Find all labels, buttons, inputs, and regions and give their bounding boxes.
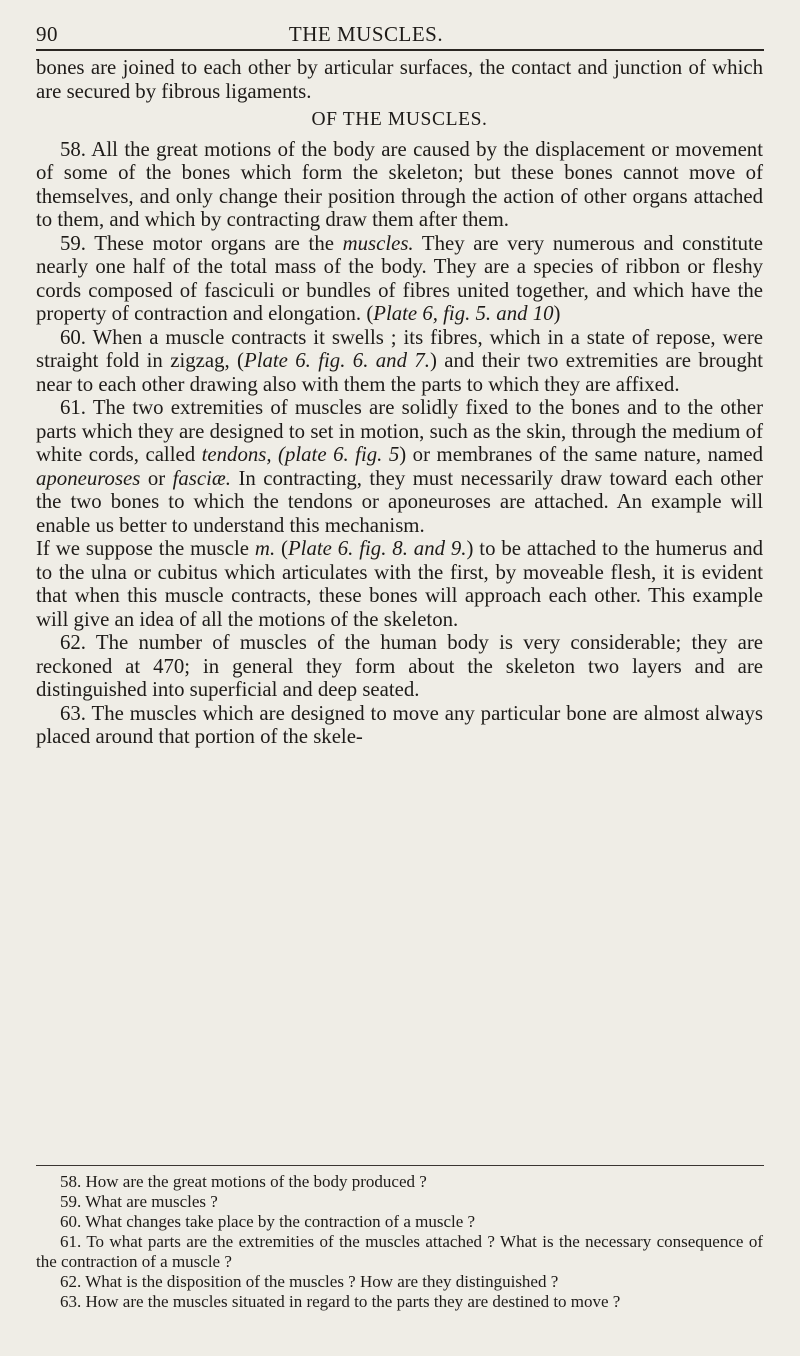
paragraph-61: 61. The two extremities of muscles are solidly fixed to the bones and to the other parts which they are designed to set in motion, such as the skin, through the medium of white cords, called tendons, (plate 6. fig. 5) or membranes of the same nature, named aponeuroses or fasciæ. In contracting, they must necessarily draw toward each other the two bones to which the tendons or aponeuroses are attached. An example will enable us better to understand this mechanism. [36,396,763,537]
footnote-item: 60. What changes take place by the contraction of a muscle ? [60,1212,476,1231]
section-heading: OF THE MUSCLES. [311,109,488,130]
running-header [36,22,764,50]
intro-paragraph: bones are joined to each other by articular surfaces, the contact and junction of which are secured by fibrous ligaments. [36,56,763,103]
footnote-questions [36,1172,763,1312]
header-rule [36,49,764,51]
footnote-item: 63. How are the muscles situated in regard to the parts they are destined to move ? [60,1292,621,1311]
paragraph-61-example: If we suppose the muscle m. (Plate 6. fig. 8. and 9.) to be attached to the humerus and to the ulna or cubitus which articulates with the first, by moveable flesh, it is evident that when this muscle contracts, these bones will approach each other. This example will give an idea of all the motions of the skeleton. [36,537,763,631]
paragraph-60: 60. When a muscle contracts it swells ; its fibres, which in a state of repose, were straight fold in zigzag, (Plate 6. fig. 6. and 7.) and their two extremities are brought near to each other drawing also with them the parts to which they are affixed. [36,325,764,396]
page-number: 90 [36,22,58,46]
footnote-rule [36,1165,764,1166]
paragraph-58: 58. All the great motions of the body are caused by the displacement or movement of some of the bones which form the skeleton; but these bones cannot move of themselves, and only change their position through the action of other organs attached to them, and which by contracting draw them after them. [36,137,763,231]
paragraph-63: 63. The muscles which are designed to move any particular bone are almost always placed around that portion of the skele- [36,701,763,748]
footnote-item: 59. What are muscles ? [60,1192,218,1211]
body-text [36,56,763,749]
footnote-item: 61. To what parts are the extremities of the muscles attached ? What is the necessary consequence of the contraction of a muscle ? [36,1232,763,1271]
running-title: THE MUSCLES. [288,22,444,46]
paragraph-62: 62. The number of muscles of the human body is very considerable; they are reckoned at 470; in general they form about the skeleton two layers and are distinguished into superficial and deep seated. [36,631,763,701]
footnote-item: 62. What is the disposition of the muscles ? How are they distinguished ? [60,1272,559,1291]
paragraph-59: 59. These motor organs are the muscles. They are very numerous and constitute nearly one half of the total mass of the body. They are a species of ribbon or fleshy cords composed of fasciculi or bundles of fibres united together, and which have the property of contraction and elongation. (Plate 6, fig. 5. and 10) [36,231,763,325]
footnote-item: 58. How are the great motions of the body produced ? [60,1172,427,1191]
